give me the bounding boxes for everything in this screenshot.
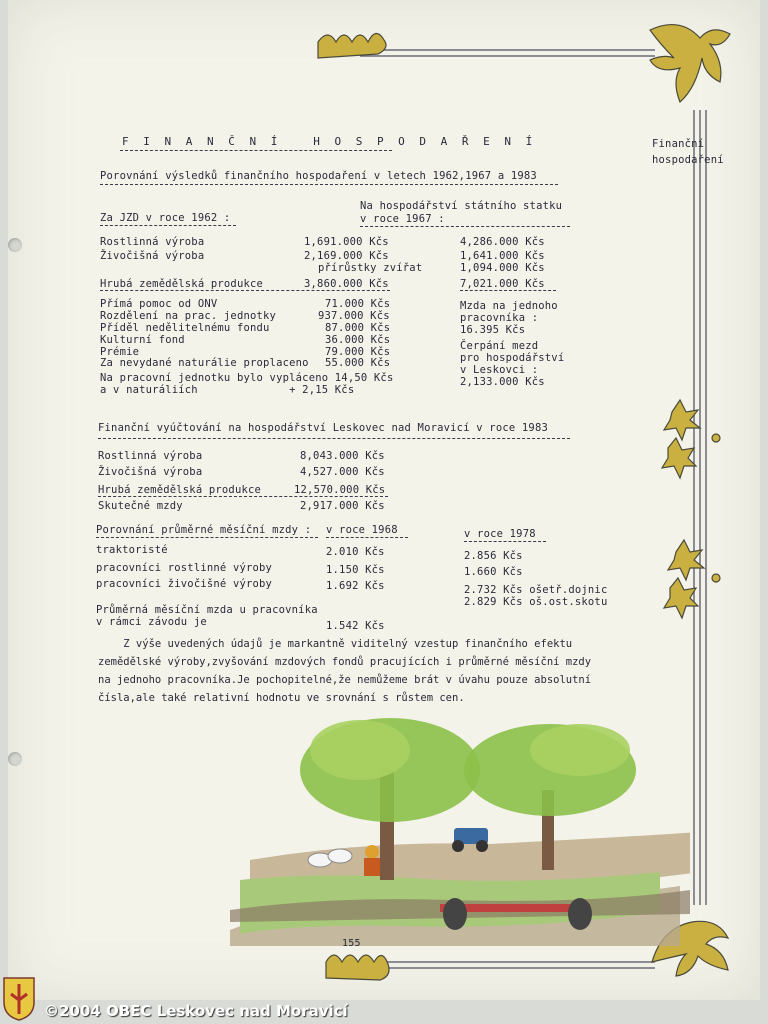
value-1962: 3,860.000 Kčs xyxy=(304,278,389,290)
row-label: Rostlinná výroba xyxy=(98,450,203,462)
average-value: 1.542 Kčs xyxy=(326,620,385,632)
paragraph-line: Z výše uvedených údajů je markantně viditelný vzestup finančního efektu xyxy=(98,638,573,650)
title-underline xyxy=(120,150,392,151)
page-title: F I N A N Č N Í H O S P O D A Ř E N Í xyxy=(122,135,537,148)
coat-of-arms-icon xyxy=(2,976,36,1022)
right-note-line: Čerpání mezd xyxy=(460,340,539,352)
side-note-line: Finanční xyxy=(652,138,705,150)
section-heading: Porovnání průměrné měsíční mzdy : xyxy=(96,524,312,536)
column-header: v roce 1967 : xyxy=(360,213,445,225)
column-header: v roce 1978 xyxy=(464,528,536,540)
right-note-line: 16.395 Kčs xyxy=(460,324,526,336)
row-label: pracovníci rostlinné výroby xyxy=(96,562,273,574)
right-note-line: pro hospodářství xyxy=(460,352,565,364)
value-1967: 7,021.000 Kčs xyxy=(460,278,545,290)
average-label: v rámci závodu je xyxy=(96,616,207,628)
item-label: Rozdělení na prac. jednotky xyxy=(100,310,277,322)
value-1967: 1,641.000 Kčs xyxy=(460,250,545,262)
value-1978: 2.732 Kčs ošetř.dojnic xyxy=(464,584,608,596)
row-underline xyxy=(98,496,388,497)
value-1968: 2.010 Kčs xyxy=(326,546,385,558)
row-value: 12,570.000 Kčs xyxy=(294,484,386,496)
item-value: 71.000 Kčs xyxy=(325,298,391,310)
value-1978: 2.856 Kčs xyxy=(464,550,523,562)
average-label: Průměrná měsíční mzda u pracovníka xyxy=(96,604,318,616)
value-1962: 1,691.000 Kčs xyxy=(304,236,389,248)
section-heading: Finanční vyúčtování na hospodářství Leskovec nad Moravicí v roce 1983 xyxy=(98,422,548,434)
paragraph-line: čísla,ale také relativní hodnotu ve srovnání s růstem cen. xyxy=(98,692,465,704)
value-1978: 2.829 Kčs oš.ost.skotu xyxy=(464,596,608,608)
row-value: 8,043.000 Kčs xyxy=(300,450,385,462)
value-1967: 4,286.000 Kčs xyxy=(460,236,545,248)
landscape-illustration xyxy=(230,710,690,950)
row-underline xyxy=(100,290,390,291)
row-label: Skutečné mzdy xyxy=(98,500,183,512)
row-label: Rostlinná výroba xyxy=(100,236,205,248)
row-label: Hrubá zemědělská produkce xyxy=(98,484,262,496)
item-label: Prémie xyxy=(100,346,140,358)
heading-underline xyxy=(96,537,318,538)
right-note-line: pracovníka : xyxy=(460,312,539,324)
row-underline xyxy=(460,290,556,291)
row-label: pracovníci živočišné výroby xyxy=(96,578,273,590)
value-1962: přírůstky zvířat xyxy=(318,262,423,274)
heading-underline xyxy=(100,184,558,185)
person-icon xyxy=(365,845,379,859)
item-value: 87.000 Kčs xyxy=(325,322,391,334)
item-value: 55.000 Kčs xyxy=(325,357,391,369)
column-header: Za JZD v roce 1962 : xyxy=(100,212,231,224)
right-note-line: v Leskovci : xyxy=(460,364,539,376)
right-note-line: 2,133.000 Kčs xyxy=(460,376,545,388)
item-label: Kulturní fond xyxy=(100,334,185,346)
value-1968: 1.150 Kčs xyxy=(326,564,385,576)
header-underline xyxy=(464,541,546,542)
row-value: 2,917.000 Kčs xyxy=(300,500,385,512)
value-1978: 1.660 Kčs xyxy=(464,566,523,578)
unit-pay-line: a v naturáliích + 2,15 Kčs xyxy=(100,384,355,396)
paragraph-line: zemědělské výroby,zvyšování mzdových fondů pracujících i průměrné měsíční mzdy xyxy=(98,656,592,668)
item-label: Za nevydané naturálie proplaceno xyxy=(100,357,309,369)
row-label: Živočišná výroba xyxy=(98,466,203,478)
item-label: Přímá pomoc od ONV xyxy=(100,298,218,310)
item-value: 937.000 Kčs xyxy=(318,310,390,322)
value-1968: 1.692 Kčs xyxy=(326,580,385,592)
column-header: v roce 1968 xyxy=(326,524,398,536)
section-heading: Porovnání výsledků finančního hospodaření v letech 1962,1967 a 1983 xyxy=(100,170,537,182)
paragraph-line: na jednoho pracovníka.Je pochopitelné,že nemůžeme brát v úvahu pouze absolutní xyxy=(98,674,592,686)
row-label: Živočišná výroba xyxy=(100,250,205,262)
copyright-footer: ©2004 OBEC Leskovec nad Moravicí xyxy=(44,1002,348,1020)
value-1967: 1,094.000 Kčs xyxy=(460,262,545,274)
header-underline xyxy=(100,225,236,226)
header-underline xyxy=(360,226,570,227)
heading-underline xyxy=(98,438,570,439)
item-label: Příděl nedělitelnému fondu xyxy=(100,322,270,334)
side-note-line: hospodaření xyxy=(652,154,724,166)
row-label: traktoristé xyxy=(96,544,168,556)
header-underline xyxy=(326,537,408,538)
page-number: 155 xyxy=(342,938,361,949)
right-note-line: Mzda na jednoho xyxy=(460,300,558,312)
row-label: Hrubá zemědělská produkce xyxy=(100,278,264,290)
value-1962: 2,169.000 Kčs xyxy=(304,250,389,262)
item-value: 36.000 Kčs xyxy=(325,334,391,346)
row-value: 4,527.000 Kčs xyxy=(300,466,385,478)
item-value: 79.000 Kčs xyxy=(325,346,391,358)
unit-pay-line: Na pracovní jednotku bylo vypláceno 14,50 Kčs xyxy=(100,372,394,384)
column-header: Na hospodářství státního statku xyxy=(360,200,563,212)
